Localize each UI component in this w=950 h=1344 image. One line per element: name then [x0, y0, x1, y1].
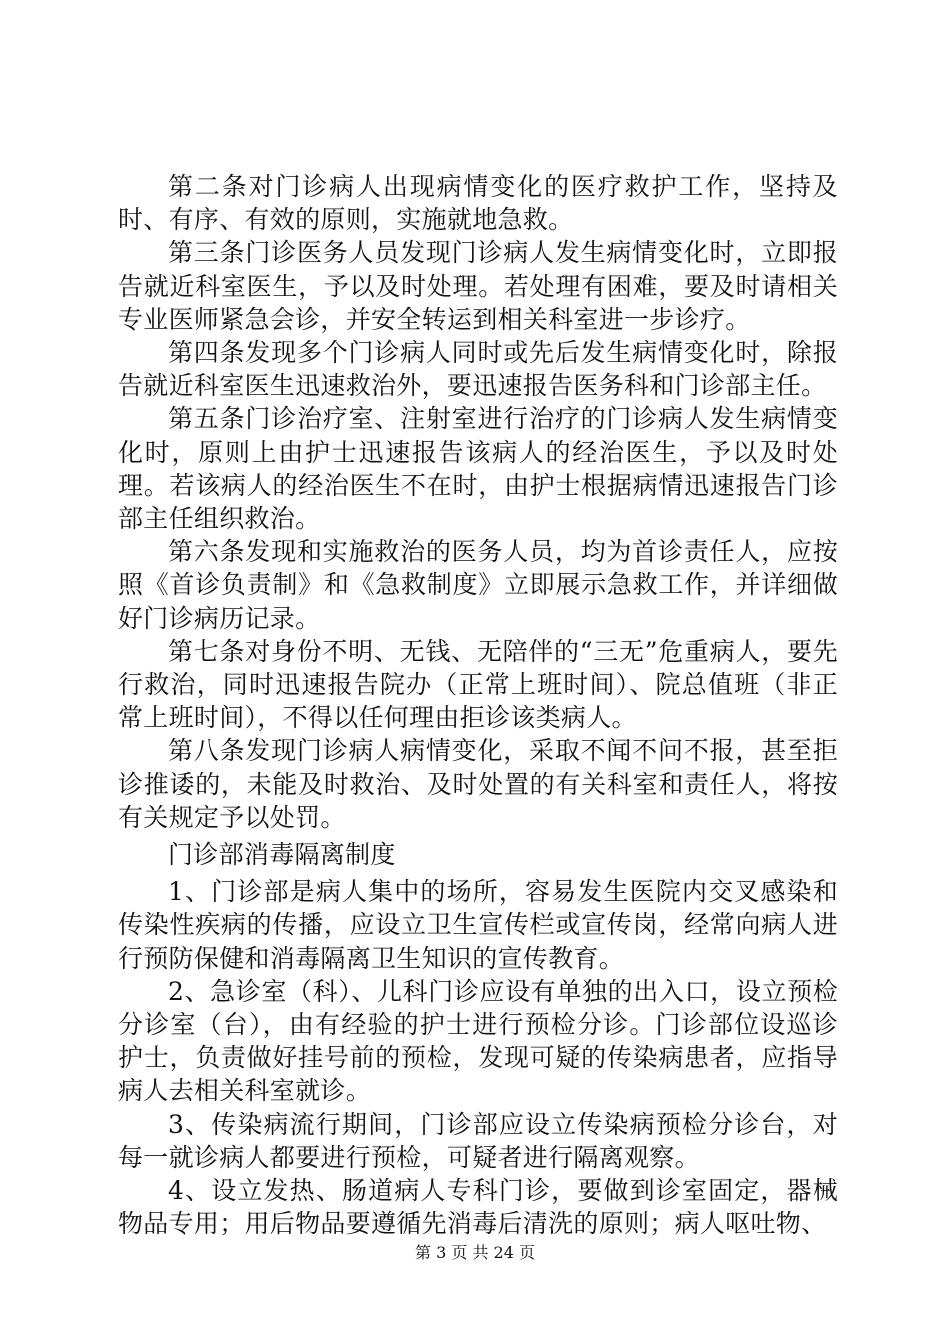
- paragraph-article-3: 第三条门诊医务人员发现门诊病人发生病情变化时，立即报告就近科室医生，予以及时处理。若处理有困难，要及时请相关专业医师紧急会诊，并安全转运到相关科室进一步诊疗。: [118, 238, 838, 334]
- paragraph-article-2: 第二条对门诊病人出现病情变化的医疗救护工作，坚持及时、有序、有效的原则，实施就地急救。: [118, 172, 838, 235]
- document-body: [118, 170, 838, 1241]
- paragraph-item-2: 2、急诊室（科）、儿科门诊应设有单独的出入口，设立预检分诊室（台），由有经验的护士进行预检分诊。门诊部位设巡诊护士，负责做好挂号前的预检，发现可疑的传染病患者，应指导病人去相关科室就诊。: [118, 976, 838, 1106]
- section-heading: 门诊部消毒隔离制度: [168, 840, 396, 870]
- page-number-label: 第 3 页 共 24 页: [415, 1243, 535, 1262]
- paragraph-article-8: 第八条发现门诊病人病情变化，采取不闻不问不报，甚至拒诊推诿的，未能及时救治、及时处置的有关科室和责任人，将按有关规定予以处罚。: [118, 736, 838, 832]
- page-footer: [0, 1240, 950, 1263]
- paragraph-item-4: 4、设立发热、肠道病人专科门诊，要做到诊室固定，器械物品专用；用后物品要遵循先消毒后清洗的原则；病人呕吐物、: [118, 1176, 838, 1239]
- paragraph-article-6: 第六条发现和实施救治的医务人员，均为首诊责任人，应按照《首诊负责制》和《急救制度》立即展示急救工作，并详细做好门诊病历记录。: [118, 537, 838, 633]
- paragraph-article-7: 第七条对身份不明、无钱、无陪伴的“三无”危重病人，要先行救治，同时迅速报告院办（正常上班时间）、院总值班（非正常上班时间），不得以任何理由拒诊该类病人。: [118, 636, 838, 733]
- paragraph-item-1: 1、门诊部是病人集中的场所，容易发生医院内交叉感染和传染性疾病的传播，应设立卫生宣传栏或宣传岗，经常向病人进行预防保健和消毒隔离卫生知识的宣传教育。: [118, 877, 838, 973]
- paragraph-item-3: 3、传染病流行期间，门诊部应设立传染病预检分诊台，对每一就诊病人都要进行预检，可疑者进行隔离观察。: [118, 1109, 838, 1172]
- paragraph-article-4: 第四条发现多个门诊病人同时或先后发生病情变化时，除报告就近科室医生迅速救治外，要迅速报告医务科和门诊部主任。: [118, 338, 838, 401]
- paragraph-article-5: 第五条门诊治疗室、注射室进行治疗的门诊病人发生病情变化时，原则上由护士迅速报告该病人的经治医生，予以及时处理。若该病人的经治医生不在时，由护士根据病情迅速报告门诊部主任组织救治。: [118, 404, 838, 534]
